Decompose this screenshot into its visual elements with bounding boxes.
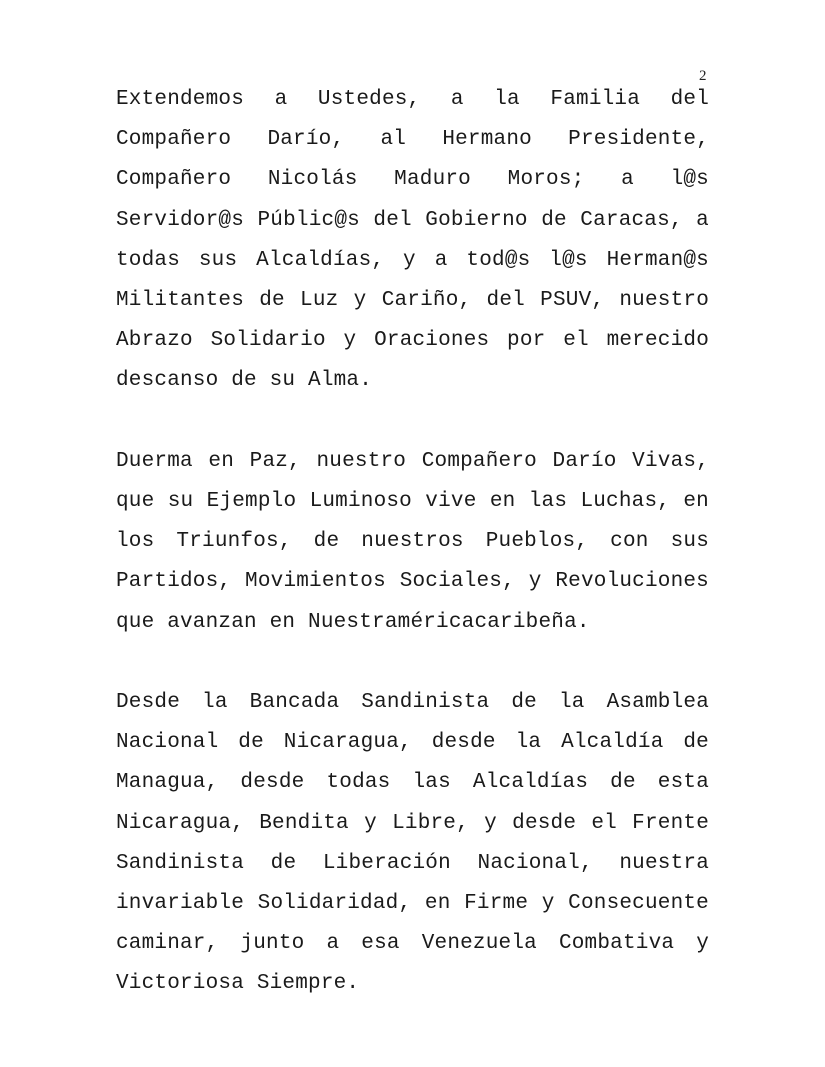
paragraph-solidarity: Desde la Bancada Sandinista de la Asamblea Nacional de Nicaragua, desde la Alcaldía de Managua, desde todas las Alcaldías de esta Nicaragua, Bendita y Libre, y desde el Frente Sandinista de Liberación Nacional, nuestra invariable Solidaridad, en Firme y Consecuente caminar, junto a esa Venezuela Combativa y Victoriosa Siempre.	[116, 691, 709, 996]
page-number: 2	[699, 68, 707, 84]
paragraph-rest-in-peace: Duerma en Paz, nuestro Compañero Darío Vivas, que su Ejemplo Luminoso vive en las Luchas, en los Triunfos, de nuestros Pueblos, con sus Partidos, Movimientos Sociales, y Revoluciones que avanzan en Nuestraméricacaribeña.	[116, 449, 709, 634]
document-body	[116, 80, 709, 1005]
paragraph-spacer	[116, 402, 709, 442]
paragraph-spacer	[116, 643, 709, 683]
paragraph-condolences: Extendemos a Ustedes, a la Familia del Compañero Darío, al Hermano Presidente, Compañero Nicolás Maduro Moros; a l@s Servidor@s Públic@s del Gobierno de Caracas, a todas sus Alcaldías, y a tod@s l@s Herman@s Militantes de Luz y Cariño, del PSUV, nuestro Abrazo Solidario y Oraciones por el merecido descanso de su Alma.	[116, 88, 709, 393]
